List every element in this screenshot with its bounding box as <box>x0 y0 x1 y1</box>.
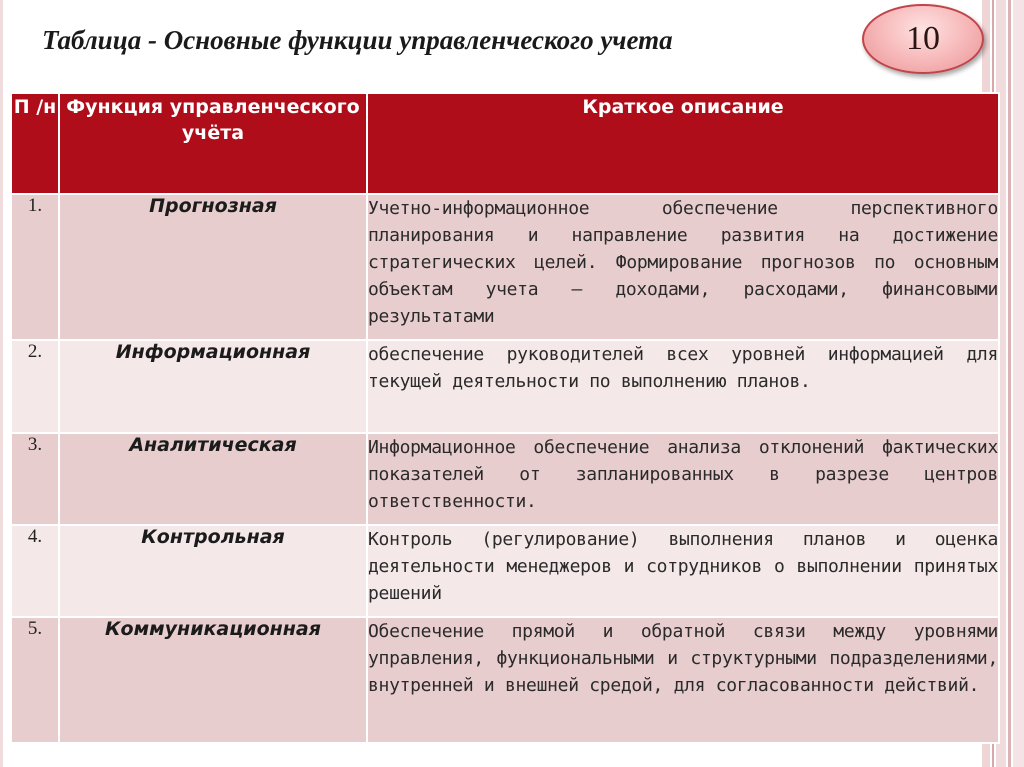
table-row <box>11 340 999 433</box>
table-header-row <box>11 93 999 194</box>
row-description: Обеспечение прямой и обратной связи между уровнями управления, функциональными и структурными подразделениями, внутренней и внешней средой, для согласованности действий. <box>367 617 999 743</box>
right-decor-stripe <box>1008 0 1011 767</box>
functions-table <box>10 92 1000 744</box>
row-function: Прогнозная <box>59 194 367 340</box>
row-description: Контроль (регулирование) выполнения планов и оценка деятельности менеджеров и сотрудников о выполнении принятых решений <box>367 525 999 617</box>
slide-number-badge: 10 <box>862 4 984 74</box>
slide-title: Таблица - Основные функции управленческого учета <box>42 25 673 55</box>
header-description: Краткое описание <box>367 93 999 194</box>
row-num: 1. <box>11 194 59 340</box>
row-function: Коммуникационная <box>59 617 367 743</box>
row-num: 2. <box>11 340 59 433</box>
table-row <box>11 617 999 743</box>
row-function: Контрольная <box>59 525 367 617</box>
header-num: П /н <box>11 93 59 194</box>
row-description: обеспечение руководителей всех уровней информацией для текущей деятельности по выполнению планов. <box>367 340 999 433</box>
row-num: 3. <box>11 433 59 525</box>
right-decor-stripe <box>1013 0 1024 767</box>
row-num: 4. <box>11 525 59 617</box>
row-description: Информационное обеспечение анализа отклонений фактических показателей от запланированных в разрезе центров ответственности. <box>367 433 999 525</box>
row-num: 5. <box>11 617 59 743</box>
left-decor-stripe <box>0 0 3 767</box>
row-function: Аналитическая <box>59 433 367 525</box>
table-row <box>11 525 999 617</box>
header-function: Функция управленческого учёта <box>59 93 367 194</box>
row-description: Учетно-информационное обеспечение перспективного планирования и направление развития на достижение стратегических целей. Формирование прогнозов по основным объектам учета — доходами, расходами, финансовыми результатами <box>367 194 999 340</box>
table-row <box>11 433 999 525</box>
row-function: Информационная <box>59 340 367 433</box>
table-row <box>11 194 999 340</box>
